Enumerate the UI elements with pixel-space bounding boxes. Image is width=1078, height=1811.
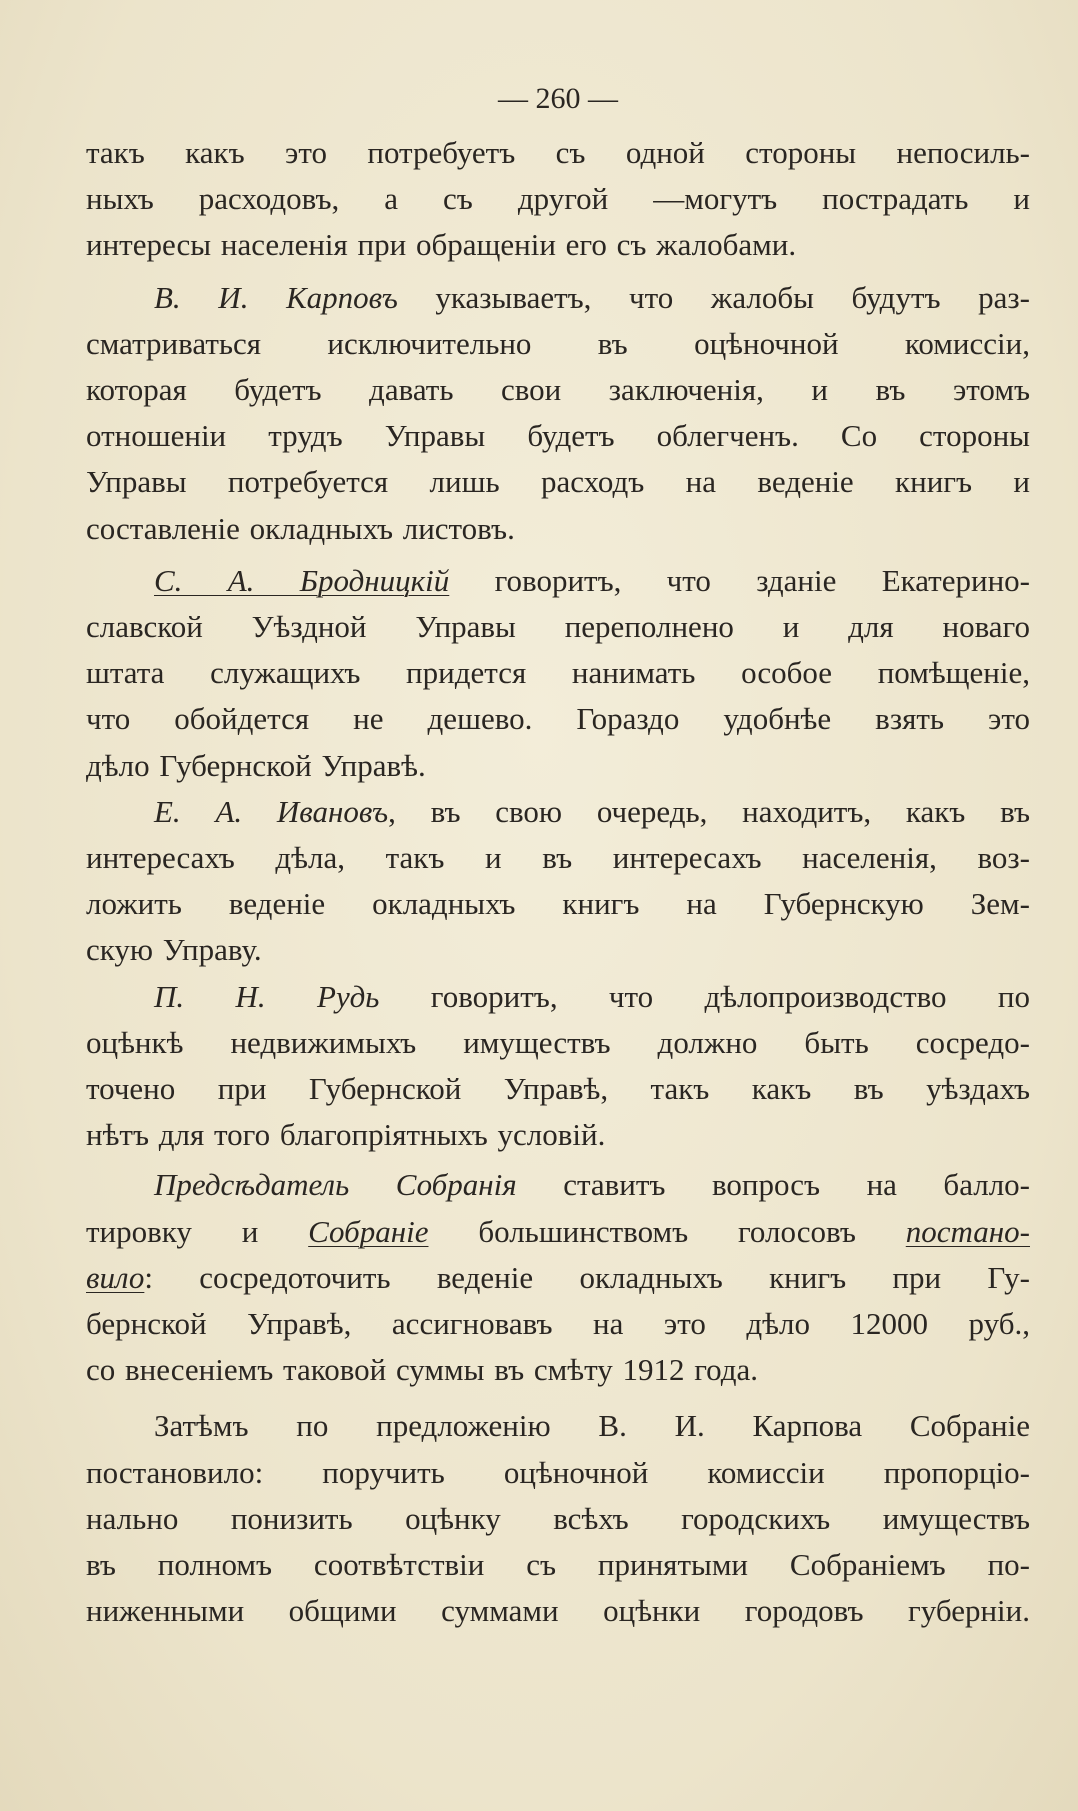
text-line: точено при Губернской Управѣ, такъ какъ въ уѣздахъ — [86, 1071, 1030, 1107]
text-line: которая будетъ давать свои заключенія, и въ этомъ — [86, 372, 1030, 408]
emphasis-sobranie: Собраніе — [308, 1213, 429, 1249]
text-fragment: ставитъ вопросъ на балло- — [563, 1167, 1031, 1203]
emphasis-vilo: вило — [86, 1259, 145, 1295]
text-fragment: большинствомъ голосовъ — [478, 1213, 856, 1249]
text-line: нально понизить оцѣнку всѣхъ городскихъ имуществъ — [86, 1500, 1030, 1536]
paragraph-brodnitsky — [86, 558, 1030, 789]
text-line: нѣтъ для того благопріятныхъ условій. — [86, 1117, 606, 1153]
page-number: — 260 — — [498, 82, 618, 115]
text-fragment: говоритъ, что дѣлопроизводство по — [430, 978, 1031, 1014]
text-line: интересы населенія при обращеніи его съ жалобами. — [86, 227, 797, 263]
text-line — [86, 1255, 1030, 1301]
text-line: со внесеніемъ таковой суммы въ смѣту 1912 года. — [86, 1352, 759, 1388]
paragraph-rud — [86, 974, 1030, 1159]
text-line: славской Уѣздной Управы переполнено и для новаго — [86, 609, 1030, 645]
text-line: оцѣнкѣ недвижимыхъ имуществъ должно быть сосредо- — [86, 1024, 1030, 1060]
text-line: такъ какъ это потребуетъ съ одной стороны непосиль- — [86, 135, 1030, 170]
paragraph-1 — [86, 130, 1030, 269]
speaker-name: П. Н. Рудь — [154, 978, 380, 1014]
text-line: Управы потребуется лишь расходъ на веденіе книгъ и — [86, 464, 1030, 500]
text-line: штата служащихъ придется нанимать особое помѣщеніе, — [86, 655, 1030, 691]
text-line — [86, 558, 1030, 604]
text-line: скую Управу. — [86, 932, 262, 968]
text-line: составленіе окладныхъ листовъ. — [86, 510, 515, 546]
paragraph-final — [86, 1403, 1030, 1634]
text-line: дѣло Губернской Управѣ. — [86, 747, 426, 783]
text-line — [86, 275, 1030, 321]
speaker-name: В. И. Карповъ — [154, 279, 398, 315]
text-line: Затѣмъ по предложенію В. И. Карпова Собраніе — [154, 1408, 1030, 1444]
text-line: ныхъ расходовъ, а съ другой —могутъ пострадать и — [86, 181, 1030, 217]
paragraph-resolution — [86, 1162, 1030, 1393]
text-fragment: тировку и — [86, 1213, 259, 1249]
text-line: сматриваться исключительно въ оцѣночной комиссіи, — [86, 325, 1030, 361]
text-line — [86, 789, 1030, 835]
paragraph-ivanov — [86, 789, 1030, 974]
text-line — [86, 1162, 1030, 1208]
text-line — [86, 974, 1030, 1020]
text-fragment: говоритъ, что зданіе Екатерино- — [494, 562, 1030, 598]
text-line: отношеніи трудъ Управы будетъ облегченъ. Со стороны — [86, 418, 1030, 454]
text-fragment: : сосредоточить веденіе окладныхъ книгъ при Гу- — [144, 1259, 1030, 1295]
speaker-name: Предсѣдатель Собранія — [154, 1167, 517, 1203]
emphasis-postanovilo: постано- — [905, 1213, 1030, 1249]
text-fragment: , въ свою очередь, находитъ, какъ въ — [388, 793, 1030, 829]
text-line — [86, 1209, 1030, 1255]
text-line: ложить веденіе окладныхъ книгъ на Губернскую Зем- — [86, 886, 1030, 922]
page-content — [86, 76, 1030, 1635]
speaker-name: С. А. Бродницкій — [154, 562, 450, 598]
text-line: бернской Управѣ, ассигновавъ на это дѣло 12000 руб., — [86, 1306, 1030, 1342]
text-line: постановило: поручить оцѣночной комиссіи пропорціо- — [86, 1454, 1030, 1490]
text-line: что обойдется не дешево. Гораздо удобнѣе взять это — [86, 701, 1030, 737]
text-line: ниженными общими суммами оцѣнки городовъ губерніи. — [86, 1593, 1030, 1629]
text-fragment: указываетъ, что жалобы будутъ раз- — [435, 279, 1030, 315]
text-line: интересахъ дѣла, такъ и въ интересахъ населенія, воз- — [86, 840, 1030, 876]
text-line: въ полномъ соотвѣтствіи съ принятыми Собраніемъ по- — [86, 1547, 1030, 1583]
paragraph-karpov — [86, 275, 1030, 552]
speaker-name: Е. А. Ивановъ — [154, 793, 389, 829]
